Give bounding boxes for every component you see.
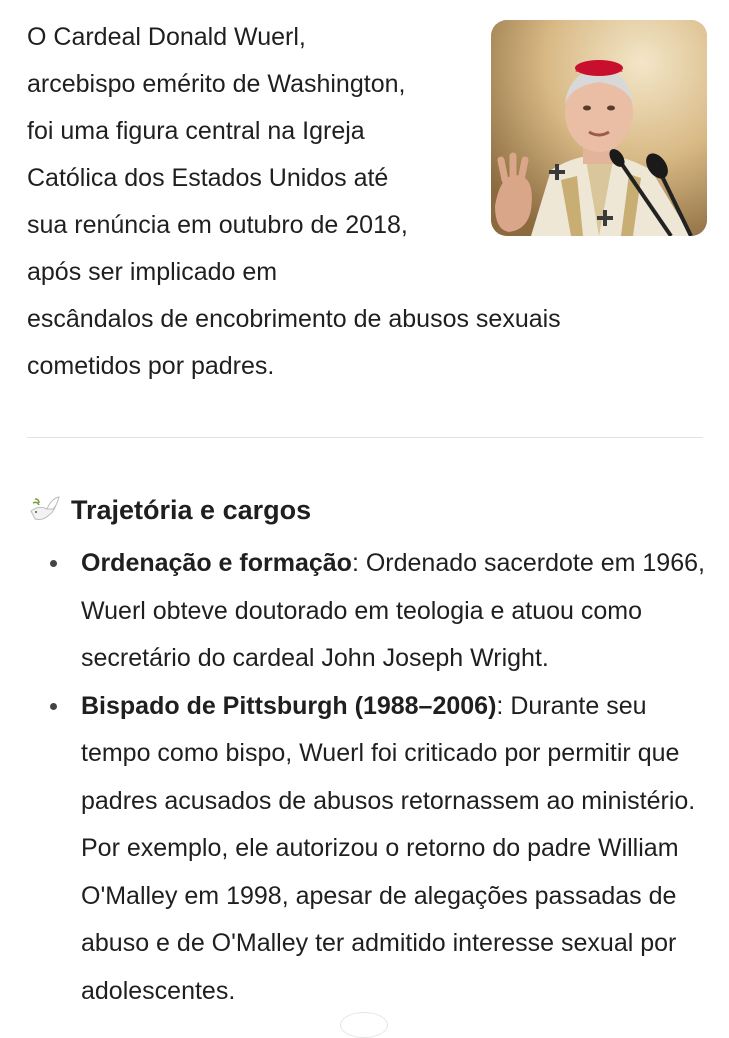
list-item-title: Ordenação e formação xyxy=(81,549,352,577)
section-divider xyxy=(27,437,703,438)
intro-line: após ser implicado em xyxy=(27,258,278,286)
intro-line: cometidos por padres. xyxy=(27,352,275,380)
intro-line: O Cardeal Donald Wuerl, xyxy=(27,23,306,51)
list-item xyxy=(0,540,729,683)
intro-line: escândalos de encobrimento de abusos sexuais xyxy=(27,305,561,333)
section-title: Trajetória e cargos xyxy=(71,494,312,525)
list-item-separator: : xyxy=(351,549,366,577)
list-item-text: Durante seu tempo como bispo, Wuerl foi criticado por permitir que padres acusados de abusos retornassem ao ministério. Por exemplo, ele autorizou o retorno do padre William O'Malley em 1998, apesar de alegações passadas de abuso e de O'Malley ter admitido interesse sexual por adolescentes. xyxy=(81,691,696,1005)
career-list xyxy=(0,540,729,1015)
intro-line: Católica dos Estados Unidos até xyxy=(27,164,389,192)
intro-line: sua renúncia em outubro de 2018, xyxy=(27,211,408,239)
list-item-separator: : xyxy=(496,691,511,720)
list-item-title: Bispado de Pittsburgh (1988–2006) xyxy=(81,691,497,720)
section-heading xyxy=(27,488,311,532)
dove-icon xyxy=(27,495,63,525)
bullet-icon xyxy=(50,560,57,567)
cardinal-photo[interactable] xyxy=(491,20,707,236)
bullet-icon xyxy=(50,703,57,710)
list-item-text: Ordenado sacerdote em 1966, Wuerl obteve doutorado em teologia e atuou como secretário do cardeal John Joseph Wright. xyxy=(81,549,705,672)
scroll-button[interactable] xyxy=(340,1012,388,1038)
cardinal-photo-image xyxy=(491,20,707,236)
intro-line: arcebispo emérito de Washington, xyxy=(27,70,406,98)
list-item xyxy=(0,683,729,1016)
intro-paragraph xyxy=(27,14,707,390)
intro-line: foi uma figura central na Igreja xyxy=(27,117,365,145)
